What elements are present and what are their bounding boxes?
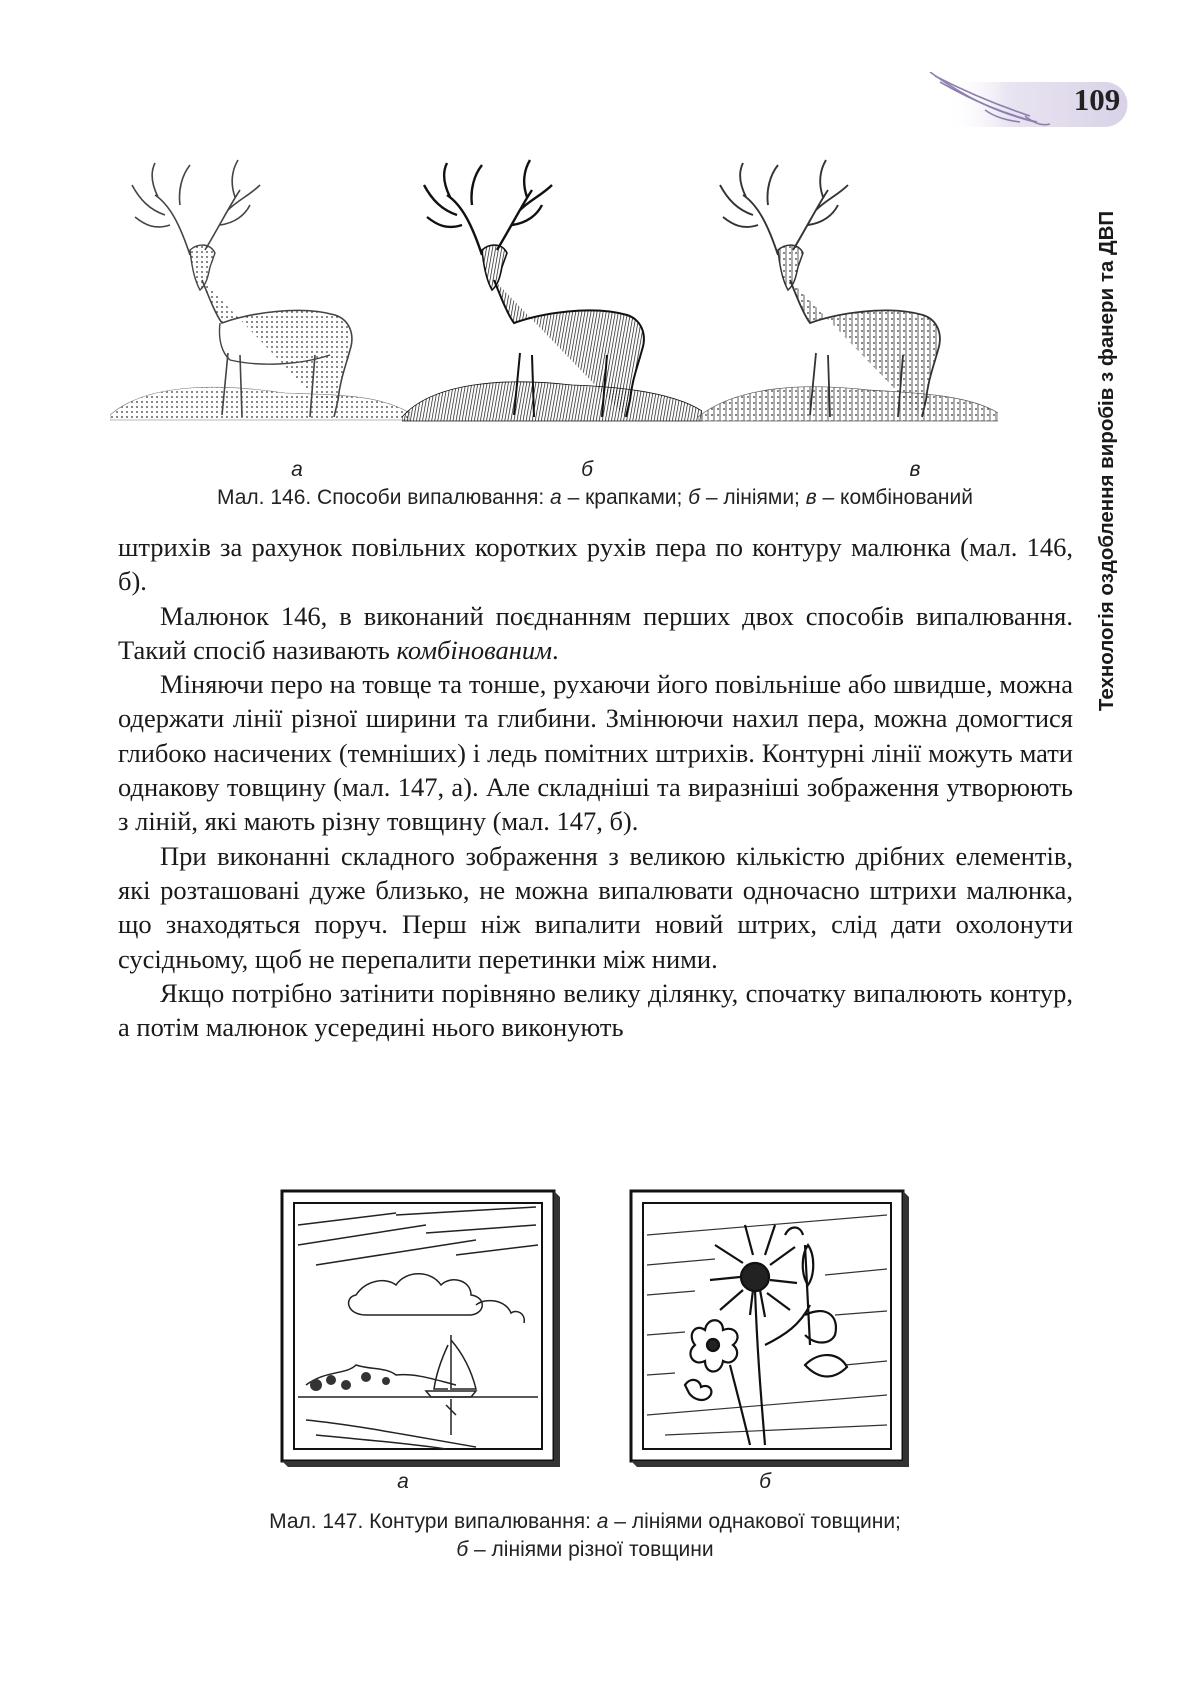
figure-146-label-a: а — [291, 458, 303, 481]
figure-147-caption — [150, 1508, 1020, 1564]
paragraph-1: штрихів за рахунок повільних коротких рухів пера по контуру малюнка (мал. 146, б). — [118, 532, 1073, 597]
deer-image-dotted — [110, 155, 410, 455]
figure-146 — [110, 155, 1085, 455]
figure-146-caption: Мал. 146. Способи випалювання: а – крапками; б – лініями; в – комбінований — [217, 486, 973, 509]
page-number: 109 — [1073, 82, 1121, 117]
paragraph-3: Міняючи перо на товще та тонше, рухаючи його повільніше або швидше, можна одержати лінії різної ширини та глибини. Змінюючи нахил пера, можна домогтися глибоко насичених (темніших) і ледь помітних штрихів. Контурні лінії можуть мати однакову товщину (мал. 147, а). Але складніші та виразніші зображення утворюють з ліній, які мають різну товщину (мал. 147, б). — [118, 669, 1073, 837]
term-combined: комбінованим — [396, 634, 553, 665]
deer-image-lines — [402, 155, 702, 455]
side-chapter-title-text: Технологія оздоблення виробів з фанери та ДВП — [1095, 210, 1118, 711]
figure-147-caption-line-1: Мал. 147. Контури випалювання: а – лініями однакової товщини; — [269, 1510, 901, 1533]
paragraph-4: При виконанні складного зображення з великою кількістю дрібних елементів, які розташовані дуже близько, не можна випалювати одночасно штрихи малюнка, що знаходяться поруч. Перш ніж випалити новий штрих, слід дати охолонути сусідньому, щоб не перепалити перетинки між ними. — [118, 840, 1073, 974]
figure-147-label-a: а — [397, 1470, 409, 1493]
figure-146-label-b: б — [581, 458, 593, 481]
paragraph-5: Якщо потрібно затінити порівняно велику ділянку, спочатку випалюють контур, а потім малюнок усередині нього виконують — [118, 977, 1073, 1043]
figure-146-label-c: в — [909, 458, 921, 481]
figure-147-caption-line-2: б – лініями різної товщини — [456, 1538, 714, 1561]
landscape-burning-image — [276, 1185, 561, 1468]
deer-image-combined — [698, 155, 998, 455]
body-text — [118, 530, 1073, 1044]
flower-burning-image — [625, 1185, 910, 1468]
paragraph-2: Малюнок 146, в виконаний поєднанням перших двох способів випалювання. Такий спосіб називають комбінованим. — [118, 600, 1073, 665]
side-chapter-title — [1087, 158, 1127, 763]
figure-147-label-b: б — [759, 1470, 771, 1493]
